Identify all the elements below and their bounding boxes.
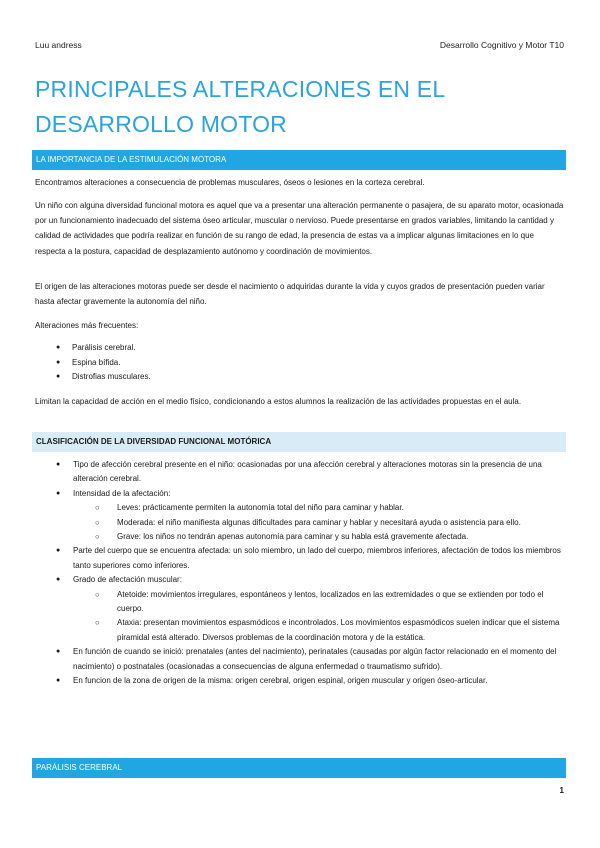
list-item: ● Parte del cuerpo que se encuentra afectada: un solo miembro, un lado del cuerpo, miembros inferiores, afectación de todos los miembros tanto superiores como inferiores. — [56, 544, 566, 573]
sub-list-item: ○ Atetoide: movimientos irregulares, espontáneos y lentos, localizados en las extremidades o que se extienden por todo el cuerpo. — [73, 588, 566, 617]
frequent-alterations-list — [56, 341, 561, 385]
list-item: ● En función de cuando se inició: prenatales (antes del nacimiento), perinatales (causadas por algún factor relacionado en el momento del nacimiento) o postnatales (ocasionadas a consecuencias de alguna enfermedad o traumatismo sufrido). — [56, 645, 566, 674]
paragraph-intro: Encontramos alteraciones a consecuencia de problemas musculares, óseos o lesiones en la corteza cerebral. — [35, 178, 425, 187]
list-item: ● Tipo de afección cerebral presente en el niño: ocasionadas por una afección cerebral y alteraciones motoras sin la presencia de una alteración cerebral. — [56, 458, 566, 487]
list-item: ● En funcion de la zona de origen de la misma: origen cerebral, origen espinal, origen muscular y origen óseo-articular. — [56, 674, 566, 688]
list-item: ● Grado de afectación muscular: ○ Atetoide: movimientos irregulares, espontáneos y lentos, localizados en las extremidades o que se extienden por todo el cuerpo. ○ Ataxia: presentan movimientos espasmódicos e incontrolados. Los movimientos espasmódicos suelen indicar que el sistema piramidal está alterado. Diversos problemas de la coordinación motora y de la estática. — [56, 573, 566, 645]
paragraph-origin: El origen de las alteraciones motoras puede ser desde el nacimiento o adquiridas durante la vida y cuyos grados de presentación pueden variar hasta afectar gravemente la autonomía del niño. — [35, 282, 545, 307]
sub-list-item: ○ Ataxia: presentan movimientos espasmódicos e incontrolados. Los movimientos espasmódicos suelen indicar que el sistema piramidal está alterado. Diversos problemas de la coordinación motora y de la estática. — [73, 616, 566, 645]
section-heading-clasificacion: CLASIFICACIÓN DE LA DIVERSIDAD FUNCIONAL MOTÓRICA — [32, 432, 566, 452]
list-item: ● Parálisis cerebral. — [56, 341, 561, 356]
paragraph-frequent-label: Alteraciones más frecuentes: — [35, 321, 139, 330]
header-course: Desarrollo Cognitivo y Motor T10 — [439, 40, 564, 50]
header-author: Luu andress — [35, 40, 82, 50]
list-item: ● Distrofias musculares. — [56, 370, 561, 385]
paragraph-limitations: Limitan la capacidad de acción en el medio físico, condicionando a estos alumnos la realización de las actividades propuestas en el aula. — [35, 397, 522, 406]
sub-list-item: ○ Leves: prácticamente permiten la autonomía total del niño para caminar y hablar. — [73, 501, 566, 515]
page-number: 1 — [559, 786, 564, 795]
sub-list-item: ○ Moderada: el niño manifiesta algunas dificultades para caminar y hablar y necesitará ayuda o asistencia para ello. — [73, 516, 566, 530]
page-title: PRINCIPALES ALTERACIONES EN EL DESARROLLO MOTOR — [35, 76, 445, 137]
list-item: ● Intensidad de la afectación: ○ Leves: prácticamente permiten la autonomía total del niño para caminar y hablar. ○ Moderada: el niño manifiesta algunas dificultades para caminar y hablar y necesitará ayuda o asistencia para ello. ○ Grave: los niños no tendrán apenas autonomía para caminar y su habla está gravemente afectada. — [56, 487, 566, 545]
sub-list-item: ○ Grave: los niños no tendrán apenas autonomía para caminar y su habla está gravemente afectada. — [73, 530, 566, 544]
section-heading-paralisis: PARÁLISIS CEREBRAL — [32, 758, 566, 778]
list-item: ● Espina bífida. — [56, 356, 561, 371]
section-heading-estimulacion: LA IMPORTANCIA DE LA ESTIMULACIÓN MOTORA — [32, 150, 566, 170]
paragraph-definition: Un niño con alguna diversidad funcional motora es aquel que va a presentar una alteración permanente o pasajera, de su aparato motor, ocasionada por un funcionamiento inadecuado del sistema óseo articular, muscular o nervioso. Puede presentarse en grados variables, limitando la cantidad y calidad de actividades que podría realizar en función de su rango de edad, la presencia de estas va a implicar algunas limitaciones en lo que respecta a la postura, capacidad de desplazamiento autónomo y coordinación de movimientos. — [35, 201, 564, 256]
classification-list — [56, 458, 566, 689]
